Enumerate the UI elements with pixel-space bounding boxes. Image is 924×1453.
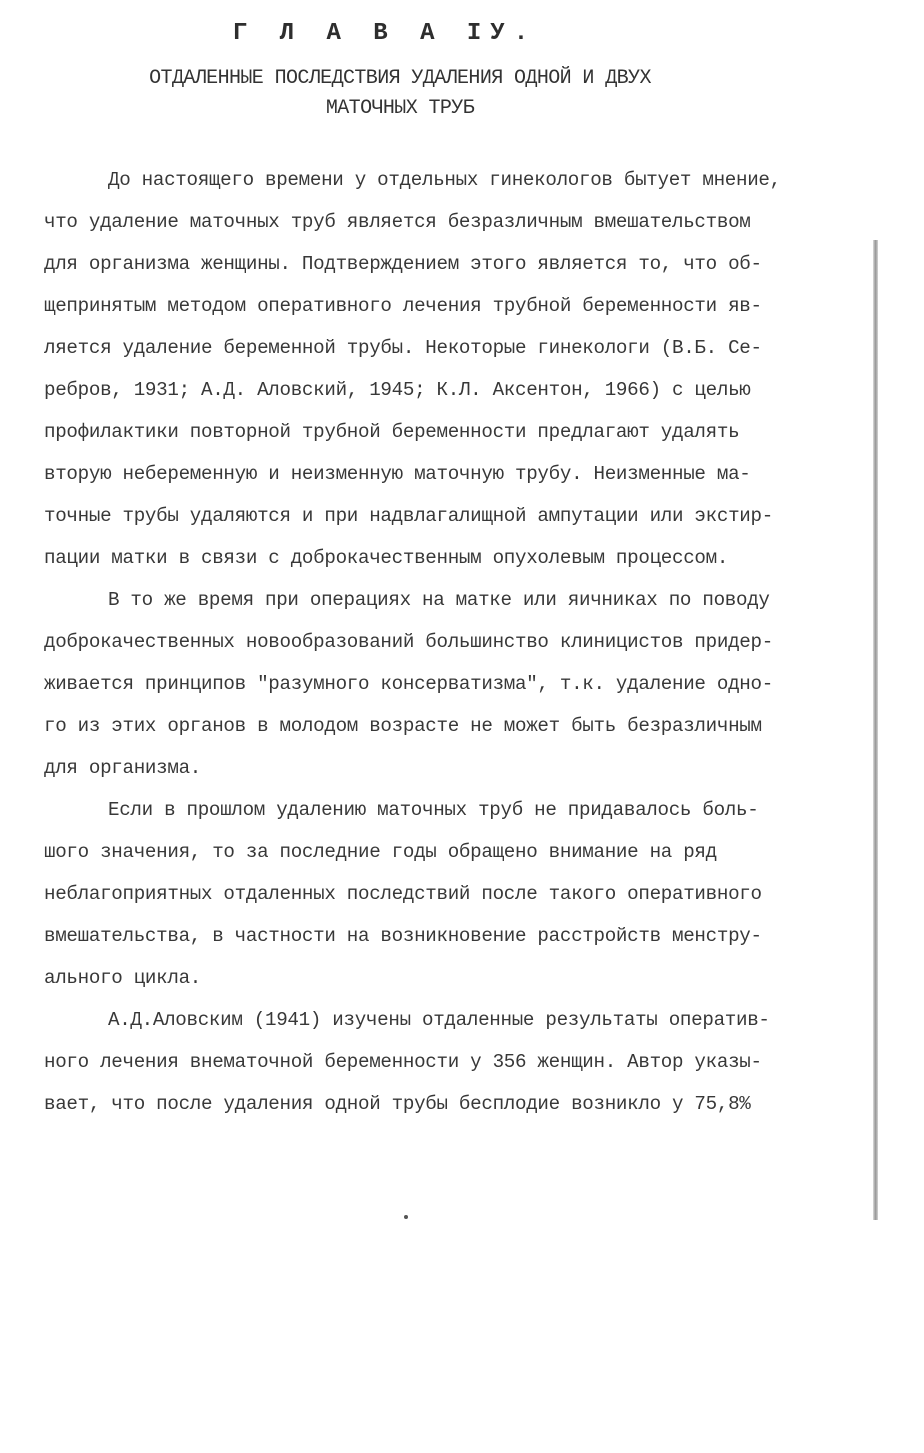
paragraph	[44, 789, 874, 999]
paragraph	[44, 999, 874, 1125]
body-text	[44, 159, 874, 1125]
chapter-title-line: ОТДАЛЕННЫЕ ПОСЛЕДСТВИЯ УДАЛЕНИЯ ОДНОЙ И ДВУХ	[149, 67, 651, 90]
text-line: вмешательства, в частности на возникновение расстройств менстру-	[44, 925, 762, 947]
text-line: для организма женщины. Подтверждением этого является то, что об-	[44, 253, 762, 275]
text-line: шого значения, то за последние годы обращено внимание на ряд	[44, 841, 717, 863]
chapter-heading: Г Л А В А IУ.	[232, 20, 538, 47]
text-line: для организма.	[44, 757, 202, 779]
text-line: точные трубы удаляются и при надвлагалищной ампутации или экстир-	[44, 505, 773, 527]
text-line: ного лечения внематочной беременности у 356 женщин. Автор указы-	[44, 1051, 762, 1073]
chapter-title	[0, 64, 800, 124]
text-line: щепринятым методом оперативного лечения трубной беременности яв-	[44, 295, 762, 317]
text-line: Если в прошлом удалению маточных труб не придавалось боль-	[108, 799, 759, 821]
text-line: неблагоприятных отдаленных последствий после такого оперативного	[44, 883, 762, 905]
text-line: что удаление маточных труб является безразличным вмешательством	[44, 211, 751, 233]
text-line: В то же время при операциях на матке или яичниках по поводу	[108, 589, 770, 611]
text-line: го из этих органов в молодом возрасте не может быть безразличным	[44, 715, 762, 737]
text-line: пации матки в связи с доброкачественным опухолевым процессом.	[44, 547, 729, 569]
text-line: ляется удаление беременной трубы. Некоторые гинекологи (В.Б. Се-	[44, 337, 762, 359]
chapter-title-line: МАТОЧНЫХ ТРУБ	[325, 97, 475, 120]
page-edge-shadow	[873, 240, 878, 1220]
text-line: доброкачественных новообразований большинство клиницистов придер-	[44, 631, 773, 653]
scan-speck	[404, 1215, 408, 1219]
text-line: ребров, 1931; А.Д. Аловский, 1945; К.Л. Аксентон, 1966) с целью	[44, 379, 751, 401]
paragraph	[44, 159, 874, 579]
text-line: живается принципов "разумного консерватизма", т.к. удаление одно-	[44, 673, 773, 695]
text-line: вает, что после удаления одной трубы бесплодие возникло у 75,8%	[44, 1093, 751, 1115]
text-line: профилактики повторной трубной беременности предлагают удалять	[44, 421, 740, 443]
paragraph	[44, 579, 874, 789]
text-line: ального цикла.	[44, 967, 202, 989]
text-line: вторую небеременную и неизменную маточную трубу. Неизменные ма-	[44, 463, 751, 485]
text-line: До настоящего времени у отдельных гинекологов бытует мнение,	[108, 169, 781, 191]
text-line: А.Д.Аловским (1941) изучены отдаленные результаты оператив-	[108, 1009, 770, 1031]
